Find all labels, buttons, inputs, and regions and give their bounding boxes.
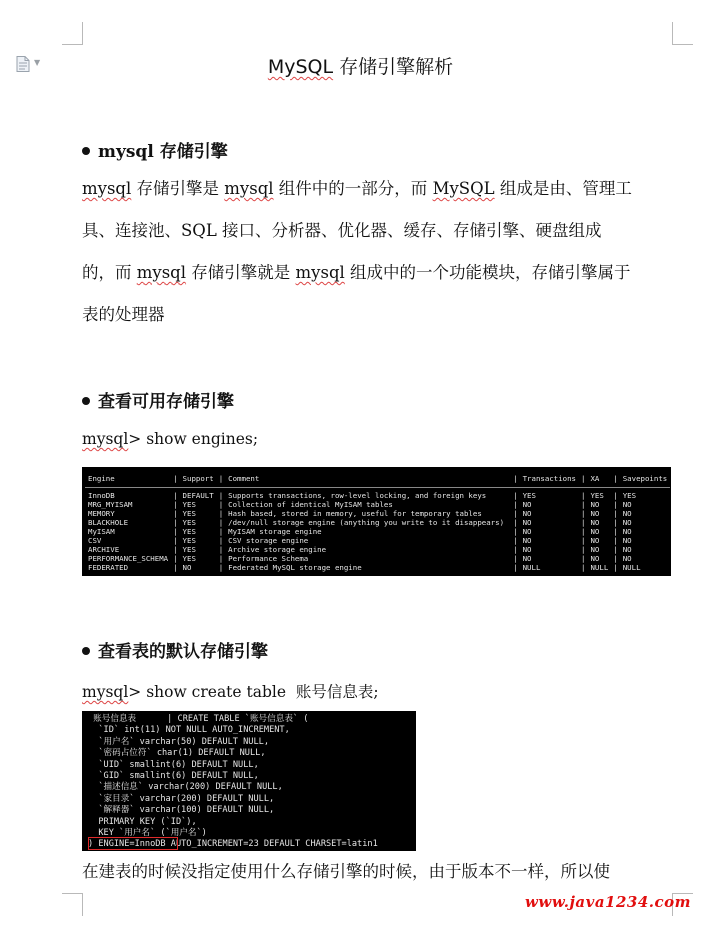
watermark: www.java1234.com bbox=[525, 893, 692, 911]
intro-paragraph: mysql 存储引擎是 mysql 组件中的一部分，而 MySQL 组成是由、管理工 具、连接池、SQL 接口、分析器、优化器、缓存、存储引擎、硬盘组成 的，而 mysql 存储引擎就是 mysql 组成中的一个功能模块，存储引擎属于 表的处理器 bbox=[82, 179, 632, 324]
table-row: PERFORMANCE_SCHEMA | YES | Performance Schema | NO | NO | NO bbox=[85, 554, 670, 563]
table-cell: NO bbox=[622, 545, 632, 554]
table-cell: NULL bbox=[590, 563, 609, 572]
table-cell: NO bbox=[622, 554, 632, 563]
engine-highlight-box bbox=[88, 837, 178, 850]
output-line: `解释器` varchar(100) DEFAULT NULL, bbox=[88, 805, 275, 816]
table-cell: YES bbox=[182, 536, 196, 545]
column-header: XA bbox=[590, 474, 600, 483]
table-cell: Hash based, stored in memory, useful for temporary tables bbox=[228, 509, 482, 518]
crop-mark-top-left bbox=[62, 22, 83, 45]
bullet-icon bbox=[82, 647, 90, 655]
table-cell: NO bbox=[522, 518, 532, 527]
column-header: Savepoints bbox=[622, 474, 668, 483]
table-cell: Federated MySQL storage engine bbox=[228, 563, 362, 572]
column-header: Engine bbox=[88, 474, 115, 483]
table-cell: BLACKHOLE bbox=[88, 518, 129, 527]
table-cell: NO bbox=[590, 545, 600, 554]
output-line: `ID` int(11) NOT NULL AUTO_INCREMENT, bbox=[88, 725, 290, 736]
output-line: `密码占位符` char(1) DEFAULT NULL, bbox=[88, 748, 266, 759]
table-row: FEDERATED | NO | Federated MySQL storage engine | NULL | NULL | NULL bbox=[85, 563, 670, 572]
output-line: `用户名` varchar(50) DEFAULT NULL, bbox=[88, 736, 269, 747]
table-cell: NO bbox=[182, 563, 192, 572]
table-cell: MyISAM bbox=[88, 527, 115, 536]
output-line: `GID` smallint(6) DEFAULT NULL, bbox=[88, 771, 259, 782]
bottom-paragraph: 在建表的时候没指定使用什么存储引擎的时候，由于版本不一样，所以使 bbox=[82, 862, 610, 881]
table-cell: MyISAM storage engine bbox=[228, 527, 322, 536]
table-cell: NO bbox=[622, 500, 632, 509]
page-title: MySQL 存储引擎解析 bbox=[267, 56, 454, 78]
table-cell: NO bbox=[522, 545, 532, 554]
table-cell: Collection of identical MyISAM tables bbox=[228, 500, 393, 509]
output-line: 账号信息表 | CREATE TABLE `账号信息表` ( bbox=[88, 714, 309, 724]
table-cell: NO bbox=[522, 500, 532, 509]
table-cell: Archive storage engine bbox=[228, 545, 327, 554]
table-cell: YES bbox=[182, 509, 196, 518]
table-cell: YES bbox=[590, 491, 604, 500]
table-cell: YES bbox=[182, 527, 196, 536]
table-cell: YES bbox=[622, 491, 637, 500]
table-cell: FEDERATED bbox=[88, 563, 129, 572]
table-cell: ARCHIVE bbox=[88, 545, 120, 554]
table-cell: NO bbox=[522, 527, 532, 536]
table-cell: NO bbox=[590, 518, 600, 527]
table-cell: NO bbox=[622, 527, 632, 536]
table-cell: YES bbox=[522, 491, 536, 500]
table-cell: YES bbox=[182, 545, 196, 554]
table-cell: YES bbox=[182, 554, 196, 563]
table-cell: MEMORY bbox=[88, 509, 115, 518]
table-cell: InnoDB bbox=[88, 491, 115, 500]
table-cell: PERFORMANCE_SCHEMA bbox=[88, 554, 169, 563]
table-row: CSV | YES | CSV storage engine | NO | NO | NO bbox=[85, 536, 670, 545]
table-cell: NO bbox=[622, 509, 632, 518]
table-cell: NO bbox=[590, 527, 600, 536]
output-line: PRIMARY KEY (`ID`), bbox=[88, 816, 197, 827]
table-row: BLACKHOLE | YES | /dev/null storage engine (anything you write to it disappears) | NO | NO | NO bbox=[85, 518, 670, 527]
table-cell: NO bbox=[590, 554, 600, 563]
table-row: ARCHIVE | YES | Archive storage engine | NO | NO | NO bbox=[85, 545, 670, 554]
table-cell: NO bbox=[522, 536, 532, 545]
output-line: `UID` smallint(6) DEFAULT NULL, bbox=[88, 759, 259, 770]
output-line: ) ENGINE=InnoDB AUTO_INCREMENT=23 DEFAULT CHARSET=latin1 bbox=[88, 839, 378, 850]
table-cell: Supports transactions, row-level locking, and foreign keys bbox=[228, 491, 487, 500]
table-cell: CSV storage engine bbox=[228, 536, 309, 545]
bullet-icon bbox=[82, 147, 90, 155]
crop-mark-bottom-left bbox=[62, 893, 83, 916]
table-row: MEMORY | YES | Hash based, stored in memory, useful for temporary tables | NO | NO | NO bbox=[85, 509, 670, 518]
table-cell: Performance Schema bbox=[228, 554, 309, 563]
table-cell: NO bbox=[590, 500, 600, 509]
table-row: MRG_MYISAM | YES | Collection of identical MyISAM tables | NO | NO | NO bbox=[85, 500, 670, 509]
table-cell: NO bbox=[622, 518, 632, 527]
output-line: `家目录` varchar(200) DEFAULT NULL, bbox=[88, 793, 275, 804]
table-cell: CSV bbox=[88, 536, 102, 545]
table-cell: /dev/null storage engine (anything you write to it disappears) bbox=[228, 518, 505, 527]
table-row: InnoDB | DEFAULT | Supports transactions, row-level locking, and foreign keys | YES | YES | YES bbox=[85, 491, 670, 500]
engines-terminal-output bbox=[82, 467, 671, 576]
section-heading-mysql-engine: mysql 存储引擎 bbox=[82, 137, 228, 162]
table-cell: NULL bbox=[522, 563, 541, 572]
section-heading-available-engines: 查看可用存储引擎 bbox=[82, 387, 234, 412]
table-cell: NO bbox=[590, 536, 600, 545]
table-cell: DEFAULT bbox=[182, 491, 214, 500]
crop-mark-top-right bbox=[672, 22, 693, 45]
output-line: `描述信息` varchar(200) DEFAULT NULL, bbox=[88, 782, 283, 793]
column-header: Transactions bbox=[522, 474, 577, 483]
chevron-down-icon[interactable]: ▼ bbox=[34, 58, 41, 67]
engines-header-row: Engine | Support | Comment | Transactions | XA | Savepoints bbox=[85, 471, 670, 488]
bullet-icon bbox=[82, 397, 90, 405]
table-cell: YES bbox=[182, 518, 196, 527]
column-header: Support bbox=[182, 474, 214, 483]
table-cell: NULL bbox=[622, 563, 641, 572]
show-create-command: mysql> show create table 账号信息表; bbox=[82, 683, 379, 701]
table-cell: NO bbox=[590, 509, 600, 518]
section-heading-default-engine: 查看表的默认存储引擎 bbox=[82, 637, 268, 662]
table-cell: NO bbox=[522, 509, 532, 518]
table-cell: YES bbox=[182, 500, 196, 509]
table-cell: NO bbox=[622, 536, 632, 545]
table-row: MyISAM | YES | MyISAM storage engine | NO | NO | NO bbox=[85, 527, 670, 536]
create-table-terminal-output bbox=[82, 711, 416, 851]
column-header: Comment bbox=[228, 474, 260, 483]
output-line: KEY `用户名` (`用户名`) bbox=[88, 828, 207, 839]
table-cell: MRG_MYISAM bbox=[88, 500, 133, 509]
table-cell: NO bbox=[522, 554, 532, 563]
show-engines-command: mysql> show engines; bbox=[82, 430, 259, 448]
